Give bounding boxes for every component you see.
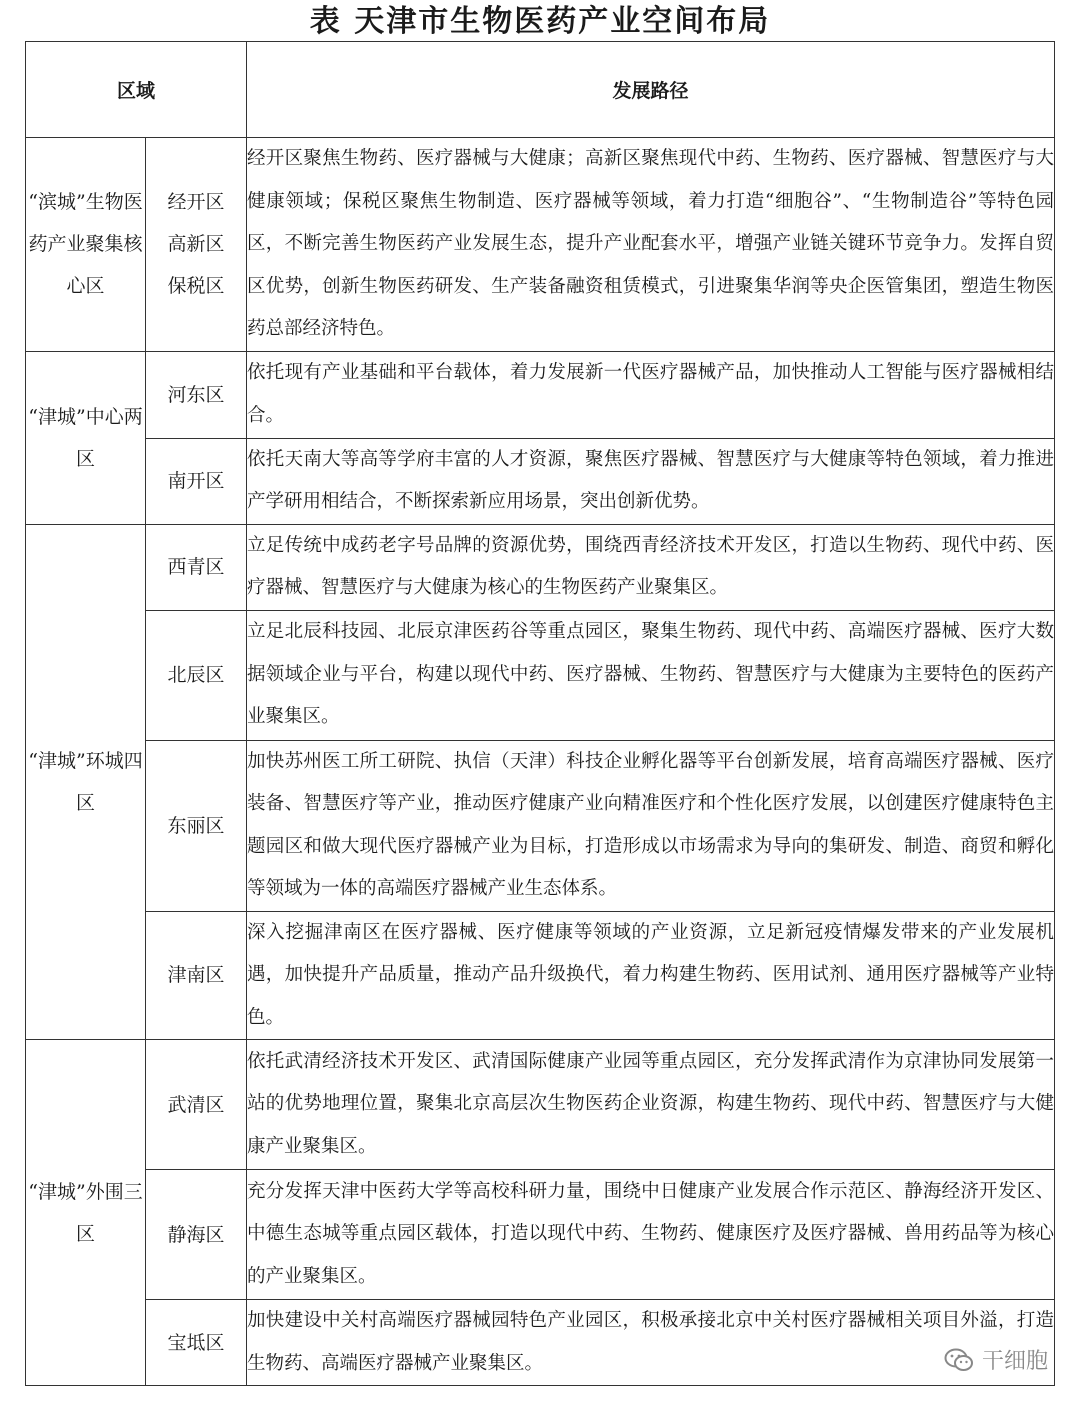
table-row [26,1170,1055,1300]
region-cell: “津城”外围三区 [26,1040,146,1386]
district-cell: 河东区 [146,351,247,438]
district-cell: 北辰区 [146,610,247,740]
table-row [26,1300,1055,1386]
watermark [944,1344,1048,1375]
table-row [26,740,1055,911]
district-cell: 西青区 [146,524,247,610]
district-cell: 东丽区 [146,740,247,911]
table-row [26,524,1055,610]
path-cell: 立足传统中成药老字号品牌的资源优势，围绕西青经济技术开发区，打造以生物药、现代中药、医疗器械、智慧医疗与大健康为核心的生物医药产业聚集区。 [247,524,1055,610]
page-title: 表 天津市生物医药产业空间布局 [309,4,771,39]
table-row [26,610,1055,740]
table-header-row [26,42,1055,138]
district-cell: 静海区 [146,1170,247,1300]
layout-table [25,41,1055,1386]
header-region: 区域 [26,42,247,138]
district-cell: 宝坻区 [146,1300,247,1386]
path-cell: 依托武清经济技术开发区、武清国际健康产业园等重点园区，充分发挥武清作为京津协同发展第一站的优势地理位置，聚集北京高层次生物医药企业资源，构建生物药、现代中药、智慧医疗与大健康产业聚集区。 [247,1040,1055,1170]
table-row [26,351,1055,438]
district-label: 经开区 高新区 保税区 [167,191,225,298]
table-row [26,911,1055,1040]
path-cell: 加快苏州医工所工研院、执信（天津）科技企业孵化器等平台创新发展，培育高端医疗器械、医疗装备、智慧医疗等产业，推动医疗健康产业向精准医疗和个性化医疗发展，以创建医疗健康特色主题园区和做大现代医疗器械产业为目标，打造形成以市场需求为导向的集研发、制造、商贸和孵化等领域为一体的高端医疗器械产业生态体系。 [247,740,1055,911]
header-path: 发展路径 [247,42,1055,138]
path-cell: 依托现有产业基础和平台载体，着力发展新一代医疗器械产品，加快推动人工智能与医疗器械相结合。 [247,351,1055,438]
table-row [26,438,1055,524]
district-cell [146,138,247,352]
district-cell: 津南区 [146,911,247,1040]
path-cell: 深入挖掘津南区在医疗器械、医疗健康等领域的产业资源，立足新冠疫情爆发带来的产业发展机遇，加快提升产品质量，推动产品升级换代，着力构建生物药、医用试剂、通用医疗器械等产业特色。 [247,911,1055,1040]
path-cell: 依托天南大等高等学府丰富的人才资源，聚焦医疗器械、智慧医疗与大健康等特色领域，着力推进产学研用相结合，不断探索新应用场景，突出创新优势。 [247,438,1055,524]
path-cell: 经开区聚焦生物药、医疗器械与大健康；高新区聚焦现代中药、生物药、医疗器械、智慧医疗与大健康领域；保税区聚焦生物制造、医疗器械等领域，着力打造“细胞谷”、“生物制造谷”等特色园区，不断完善生物医药产业发展生态，提升产业配套水平，增强产业链关键环节竞争力。发挥自贸区优势，创新生物医药研发、生产装备融资租赁模式，引进聚集华润等央企医管集团，塑造生物医药总部经济特色。 [247,138,1055,352]
region-cell: “津城”环城四区 [26,524,146,1040]
table-row [26,1040,1055,1170]
path-cell: 充分发挥天津中医药大学等高校科研力量，围绕中日健康产业发展合作示范区、静海经济开发区、中德生态城等重点园区载体，打造以现代中药、生物药、健康医疗及医疗器械、兽用药品等为核心的产业聚集区。 [247,1170,1055,1300]
region-cell: “津城”中心两区 [26,351,146,524]
path-cell: 加快建设中关村高端医疗器械园特色产业园区，积极承接北京中关村医疗器械相关项目外溢，打造生物药、高端医疗器械产业聚集区。 [247,1300,1055,1386]
district-cell: 武清区 [146,1040,247,1170]
watermark-text: 干细胞 [981,1349,1048,1374]
region-cell: “滨城”生物医药产业聚集核心区 [26,138,146,352]
path-cell: 立足北辰科技园、北辰京津医药谷等重点园区，聚集生物药、现代中药、高端医疗器械、医疗大数据领域企业与平台，构建以现代中药、医疗器械、生物药、智慧医疗与大健康为主要特色的医药产业聚集区。 [247,610,1055,740]
wechat-icon [944,1347,974,1373]
table-row [26,138,1055,352]
district-cell: 南开区 [146,438,247,524]
